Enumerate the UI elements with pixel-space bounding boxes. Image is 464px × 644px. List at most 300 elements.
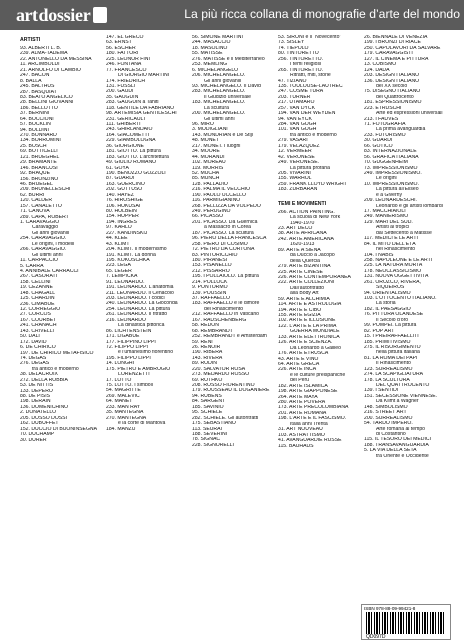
section-heading: TEMI E MOVIMENTI — [278, 200, 327, 207]
list-item: 75. DISEGNO ITALIANO — [364, 89, 421, 95]
list-item: 73. IMPRESSIONISMO — [364, 165, 418, 171]
list-item: 254. CARAVAGGIO. — [20, 236, 67, 242]
list-item: 104. I NABIS — [364, 252, 394, 258]
list-item: 80. TINTORETTO — [278, 51, 319, 57]
list-item: 198. DERAIN — [20, 399, 51, 405]
list-item: 96. PIERO DELLA FRANCESCA — [192, 236, 267, 242]
list-item: 241. CRANACH — [20, 323, 57, 329]
list-item: 128. PALLADIO — [192, 181, 228, 187]
list-item: 31. ART NOUVEAU — [278, 427, 323, 433]
list-item: 56. ESCHER — [106, 45, 136, 51]
list-item: 258. PIERO DI COSIMO — [192, 241, 248, 247]
list-item: 129. MARI DEL SUD. — [364, 219, 413, 225]
list-item: 98. ARTEMISIA GENTILESCHI — [106, 111, 177, 117]
list-item: 72. FILIPPO LIPPI — [106, 344, 148, 350]
list-item: 37. BERNINI — [20, 111, 50, 117]
list-item: 84. SARGENT — [192, 399, 226, 405]
list-item: 269. MALEVIC — [106, 393, 140, 399]
list-item: 147. EL GRECO — [106, 35, 144, 40]
list-item: 15. I PREIRAFFAELLITI — [364, 334, 419, 340]
list-item: 200. GAUDÍ — [106, 89, 134, 95]
list-item: 249. VERONESE. — [278, 160, 320, 166]
list-item: 21. ARNOLFO DI CAMBIO — [20, 67, 81, 73]
isbn-text: ISBN 978-88-09-99421-8 — [364, 606, 416, 611]
list-item: 151. SECESSIONE VIENNESE. — [364, 393, 438, 399]
list-item: La pittura all'Eliseo — [376, 187, 419, 193]
list-item: 74. DEGAS — [20, 355, 47, 361]
list-item: La scuola di New York — [290, 215, 341, 221]
list-item: 254. LEONARDO. La pittura — [106, 306, 170, 312]
list-item: 11. CARPACCIO — [20, 258, 59, 264]
list-item: 177. FILIPPINO LIPPI — [106, 339, 156, 345]
list-item: Dall'autoritratto — [290, 285, 325, 291]
list-item: 282. SCHIELE. Gli autoritratti — [192, 415, 259, 421]
list-item: La prima avanguardia — [376, 127, 426, 133]
list-item: 228. SIGNORELLI — [192, 442, 234, 448]
list-item: 148. SIMBOLISMO — [364, 404, 408, 410]
list-item: 258. NAPOLEONE E LE ARTI — [364, 257, 433, 263]
list-item: 71. FOTOGRAFIA — [364, 122, 406, 127]
list-item: 30. GUARDI — [364, 138, 393, 144]
list-item: 257. VAN DYCK — [278, 105, 315, 111]
list-item: 194. VAN DER WEYDEN — [278, 111, 336, 117]
list-item: tra Oriente e Occidente — [376, 453, 429, 459]
list-item: 267. CASORATI — [20, 274, 57, 280]
list-item: 6. DE CHIRICO — [20, 345, 56, 351]
list-item: La pittura profana — [290, 165, 330, 171]
list-item: 88. DE PISIS — [20, 394, 51, 399]
list-item: 179. CARAVAGGISTI — [364, 51, 413, 57]
list-item: 194. ARTE E CIBO — [278, 307, 322, 313]
list-item: 103. ASTRATTISMO — [278, 432, 325, 438]
list-item: 261. LEONARDO. Il ritratto — [106, 312, 168, 318]
list-item: 191. LEONARDO. L'anatomia — [106, 285, 174, 291]
list-item: 70. GUGGENHEIM — [364, 160, 408, 166]
list-item: 54. MAGRITTE — [106, 388, 141, 394]
list-item: 127. IL CINEMA E PITTURA — [364, 56, 429, 62]
list-item: 191. KLIMT. La donna — [106, 252, 156, 258]
list-item: 74. TIEPOLO — [278, 45, 309, 51]
list-item: 182. IL PAESAGGIO — [364, 306, 411, 312]
list-item: 203. LEONARDO. I codici — [106, 296, 165, 301]
list-item: 155. WARHOL — [278, 176, 312, 182]
product-code: QD097D — [366, 634, 386, 640]
list-item: 94. ORIENTALISMO — [364, 290, 411, 296]
list-item: 212. PISSARRO — [192, 268, 230, 274]
list-item: Le origini — [376, 176, 397, 182]
list-item: 117. MEDICI E LE ARTI — [364, 236, 418, 242]
list-item: 187. PICASSO. La scultura — [192, 230, 254, 236]
list-item: 64. ARTE GRECA — [278, 361, 320, 367]
list-item: nella pittura italiana — [376, 350, 420, 356]
list-item: 198. L'ARTE E IL FASCISMO. — [278, 416, 347, 422]
list-item: Artisti ai tropici — [376, 225, 410, 231]
list-item: 259. FRANK LLOYD WRIGHT — [278, 181, 347, 187]
list-item: 136. DOMENICHINO — [20, 404, 69, 410]
list-item: 47. TIZIANO — [278, 78, 307, 84]
list-item: 173. ARTE PRECOLOMBIANA — [278, 405, 349, 411]
list-item: 36. GIORGIONE — [106, 143, 144, 149]
list-item: 163. GUERCINO — [106, 181, 145, 187]
list-item: 143. RIVERA — [192, 355, 223, 361]
list-item: 1940-1970 — [290, 220, 315, 226]
list-item: del Rinascimento — [204, 306, 244, 312]
list-item: 245. BALTHUS — [20, 84, 55, 90]
list-item: 249. IMPRESSIONISMO. — [364, 170, 422, 176]
list-item: 9. PONTORMO — [192, 285, 228, 291]
list-item: 115. BAUHAUS — [278, 443, 314, 449]
list-item: 212. RAFFAELLO in Vaticano — [192, 312, 260, 318]
list-item: 135. TOULOUSE-LAUTREC — [278, 83, 343, 89]
list-item: Gli anni giovanili — [204, 78, 242, 84]
list-item: 37. RAFFAELLO — [192, 296, 230, 301]
list-item: 272. DELLA ROBBIA — [20, 377, 68, 383]
list-item: 225. ARTE CINESE — [278, 269, 323, 275]
list-item: 18. MASOLINO — [192, 45, 228, 51]
list-item: 194. INGRES — [106, 219, 137, 225]
list-item: del Perú — [290, 378, 309, 384]
list-item: 188. TRANSAVANGUARDIA — [364, 442, 429, 448]
list-item: 59. ARTE E ALCHIMIA — [278, 296, 330, 302]
list-item: 139. POUSSIN — [192, 290, 227, 296]
list-item: dal Settecento a Matisse — [376, 230, 432, 236]
list-item: 276. MATISSE e il Mediterraneo — [192, 56, 265, 62]
list-item: 38. DELACROIX — [20, 372, 58, 378]
list-item: Gli ultimi anni — [204, 116, 235, 122]
list-item: 62. BURRI — [20, 192, 45, 198]
list-item: 226. ARTE CONTEMPORANEA — [278, 274, 351, 280]
list-item: Ritratti, miti, storie — [290, 73, 331, 79]
list-item: 91. LEONARDO. — [106, 279, 145, 285]
list-item: 64. MANET — [106, 399, 133, 405]
list-item: 78. SIGNAC — [192, 437, 221, 443]
list-item: 134. BORROMINI — [20, 138, 61, 144]
list-item: 226. ARTE INCA — [278, 367, 317, 373]
list-item: 225. LEONOR FINI — [106, 56, 150, 62]
list-item: nel Rinascimento — [376, 247, 416, 253]
list-item: 183. RAFFAELLO e le dimore — [192, 301, 260, 307]
list-item: 233. MAN RAY — [106, 404, 141, 410]
list-item: 84. IL MITO DELL'ETÀ — [364, 241, 416, 247]
list-item: 268. PELLIZZA DA VOLPEDO — [192, 203, 261, 209]
column-5 — [364, 35, 448, 608]
list-item: 182. ARTE ISLAMICA — [278, 383, 328, 389]
list-item: 236. CIMABUE — [20, 301, 55, 307]
list-item: 94. BOLDINI — [20, 127, 49, 133]
list-item: 35. MANTEGNA — [106, 410, 144, 416]
list-item: 89. ARTE A SIENA — [278, 247, 321, 253]
list-item: 239. ALMA-TADEMA — [20, 51, 68, 57]
list-item: 152. DUCCIO DI BUONINSEGNA — [20, 426, 97, 432]
list-item: 167. COURBET — [20, 317, 57, 323]
list-item: 216. STREET ART — [364, 410, 407, 416]
list-item: 43. KLIMT — [106, 241, 130, 247]
list-item: Arte romana al tempo — [376, 426, 425, 432]
list-item: 270. BONNARD — [20, 133, 57, 138]
list-item: 12. VERMEER — [278, 149, 312, 155]
list-item: 118. GENTILE DA FABRIANO — [106, 105, 175, 111]
list-item: e a Giverny — [376, 192, 403, 198]
column-4 — [278, 35, 362, 608]
list-item: 256. TINTORETTO. — [278, 56, 324, 62]
list-item: 80. HOLBEIN — [106, 209, 137, 214]
list-item: 30. DÜRER — [20, 437, 47, 443]
list-item: 274. LA SCAPIGLIATURA — [364, 372, 424, 378]
list-item: 125. CHARDIN — [20, 296, 55, 302]
list-item: 266. ACTION PAINTING. — [278, 209, 335, 215]
list-item: di Costantino — [376, 431, 406, 437]
list-item: 71. CANOVA — [20, 209, 50, 215]
list-item: 143. MONDRIAN e De Stijl — [192, 132, 253, 138]
column-3 — [192, 35, 276, 608]
list-item: 266. CARAVAGGIO. — [20, 247, 67, 253]
logo-badge-icon — [93, 7, 107, 23]
list-item: Il Secolo d'oro — [376, 317, 409, 323]
list-item: 19. CÉZANNE — [20, 285, 53, 291]
list-item: 28. BELLINI GIOVANNI — [20, 100, 74, 106]
list-item: 174. FRIEDRICH — [106, 78, 146, 84]
list-item: 7. LEMPICKA — [106, 274, 138, 280]
barcode-icon — [366, 612, 446, 634]
list-item: I temi religiosi — [290, 62, 322, 68]
list-item: 103. L'OTTOCENTO ITALIANO. — [364, 296, 437, 301]
list-item: 186. BELLOTTO — [20, 105, 58, 111]
list-item: 64. BOCCIONI — [20, 116, 54, 122]
list-item: del XX secolo — [376, 83, 408, 89]
list-item: 252. REMBRANDT e Amsterdam — [192, 334, 267, 340]
list-item: 77. FRANCESCO — [106, 67, 147, 73]
list-item: 133. DEPERO — [20, 388, 53, 394]
list-item: 155. ARTE EGIZIA — [278, 313, 321, 318]
list-item: 81. LA ROMA DEI PAPI — [364, 355, 418, 361]
list-item: 44. MORANDI — [192, 154, 225, 160]
list-item: 200. SURREALISMO — [364, 415, 413, 421]
list-item: 250. CAPOLAVORI DA SALVARE — [364, 45, 441, 51]
list-item: Caravaggio — [32, 225, 59, 231]
list-item: 198. ARTE GIAPPONESE — [278, 389, 338, 395]
artdossier-logo — [16, 4, 107, 26]
list-item: 8. BALLA — [20, 78, 42, 84]
list-item: 76. PITTURA OLANDESE — [364, 312, 424, 318]
list-item: 29. BRAMANTE — [20, 160, 57, 166]
list-item: 114. ARTE E ASTROLOGIA — [278, 302, 342, 308]
list-item: 222. ARTE COLLEZIONI — [278, 280, 335, 286]
list-item: Leonardo e gli artisti lombardi — [376, 203, 443, 209]
list-item: 244. MASACCIO — [192, 40, 231, 46]
list-item: 35. GAUGUIN — [106, 94, 139, 100]
list-item: 190. PAOLO UCCELLO — [192, 192, 246, 198]
list-item: 72. PIETRO DA CORTONA — [192, 247, 255, 253]
list-item: Gli ultimi anni — [32, 252, 63, 258]
list-item: 240. LEONARDO. La Gioconda — [106, 301, 178, 307]
list-item: 264. ARTE MAYA — [278, 394, 318, 400]
list-item: 180. FATTORI — [106, 51, 139, 57]
list-item: 203. TURNER — [278, 94, 311, 100]
list-item: 140. HAYEZ — [106, 192, 134, 198]
list-item: 229. GIAMBOLOGNA — [106, 138, 156, 144]
list-item: 1620-1913 — [290, 242, 315, 248]
list-item: 22. ANTONELLO DA MESSINA — [20, 56, 92, 62]
list-item: 249. MANIERISMO — [364, 214, 409, 220]
list-item: 175. PIETRO E AMBROGIO — [106, 366, 171, 372]
list-item: Da Klimt a Wagner — [376, 399, 419, 405]
list-item: 197. DE CHIRICO METAFISICO — [20, 350, 94, 356]
list-item: 69. BOTTICELLI — [20, 149, 58, 155]
list-item: 283. GAUGUIN a Tahiti — [106, 100, 159, 106]
list-item: 83. BEATO ANGELICO — [20, 94, 73, 100]
list-item: 119. MORRIS — [192, 165, 224, 171]
logo-art-text: art — [16, 4, 38, 25]
list-item: 133. ARTE ELETTRONICA — [278, 334, 340, 340]
list-item: tra antico e moderno — [32, 366, 79, 372]
list-item: 167. RAUSCHENBERG — [192, 317, 247, 323]
list-item: 211. LEONARDO. Il Cenacolo — [106, 290, 174, 296]
header-bar — [0, 0, 464, 30]
list-item: 275. IL RISORGIMENTO — [364, 344, 421, 350]
list-item: Arte ed espressioni universali — [376, 111, 443, 117]
list-item: 172. DAVID — [20, 339, 47, 345]
list-item: tra antico e moderno — [290, 132, 337, 138]
list-item: 184. MANZÙ — [106, 426, 136, 432]
list-item: 58. REDON — [192, 323, 219, 329]
list-item: 93. MICHELANGELO. Il David — [192, 83, 261, 89]
list-item: 2. DONATELLO — [20, 410, 57, 416]
list-item: 46. BRUEGEL — [20, 181, 53, 187]
list-item: 157. CANALETTO — [20, 203, 62, 209]
list-item: 213. I FAUVES — [364, 116, 399, 122]
list-item: 92. BRAQUE — [20, 171, 51, 177]
list-item: e la corte di Mantova — [118, 421, 166, 427]
list-item: 280. ARTE POVERA — [278, 400, 326, 405]
list-item: 87. GUARDI — [106, 176, 135, 182]
list-item: 289. CAPA, ROBERT — [20, 214, 69, 220]
section-heading: ARTISTI — [20, 37, 41, 43]
list-item: 206. MICHELANGELO. — [192, 73, 246, 79]
list-item: 120. CALDER — [20, 198, 52, 204]
list-item: 41. AVANGUARDIE RUSSE — [278, 438, 342, 444]
list-item: 12. CORREGGIO — [20, 307, 61, 312]
list-item: 11. ARCIMBOLDI — [20, 62, 60, 68]
list-item: 131. FÜSSLI — [106, 83, 136, 89]
list-item: 17. LOTTO — [106, 377, 132, 383]
list-item: 70. DUCHAMP — [20, 432, 55, 438]
list-item: 287. BASQUIAT — [20, 89, 57, 95]
list-item: 101. VAN GOGH — [278, 127, 317, 133]
list-item: 94. RUBENS — [192, 393, 222, 399]
list-item: 216. PALMA IL VECCHIO — [192, 187, 251, 193]
list-item: 243. GHIRLANDAIO — [106, 127, 153, 133]
list-item: 217. MONET. I luoghi — [192, 143, 241, 149]
list-item: 95. SCHIELE — [192, 410, 223, 416]
title-columns — [20, 35, 462, 608]
list-item: 57. BÖCKLIN — [20, 122, 51, 128]
list-item: 183. GIOTTO. L'architettura — [106, 154, 169, 160]
list-item: 279. ARTE BIZANTINA — [278, 264, 331, 270]
list-item: 14. LONGHI — [106, 361, 135, 367]
list-item: 121. BRUEGHEL — [20, 154, 60, 160]
list-item: 205. VIVARINI — [278, 170, 311, 176]
logo-dossier-text: dossier — [38, 4, 91, 25]
list-item: 53. DE NITTIS — [20, 383, 54, 389]
list-item: 113. SEURAT — [192, 426, 224, 432]
list-item: e l'umanesimo fiorentino — [118, 350, 174, 356]
list-item: 190. RIBERA — [192, 350, 223, 356]
list-item: LORENZETTI — [118, 372, 150, 378]
list-item: 181. GIOTTO. La pittura — [106, 149, 161, 155]
list-item: 164. GIACOMETTI — [106, 132, 150, 138]
list-item: 205. DOSSO DOSSI — [20, 415, 67, 421]
list-item: 225. LA NATURA MORTA — [364, 263, 423, 269]
column-2 — [106, 35, 190, 608]
list-item: 83. PINTORICCHIO — [192, 252, 238, 258]
list-item: 136. DESIGN ITALIANO — [364, 78, 420, 84]
list-item: 122. L'ARTE E LA PRIMA — [278, 323, 337, 329]
list-item: 63. ERNST — [106, 40, 132, 46]
list-item: La storia — [376, 301, 396, 307]
list-item: 175. SEBASTIANO — [192, 421, 236, 427]
list-item: 4. ANNIBALE CARRACCI — [20, 268, 79, 274]
list-item: 42. VERONESE — [278, 154, 315, 160]
list-item: 247. BACON — [20, 73, 50, 79]
list-item: da Duccio a Jacopo — [290, 253, 335, 259]
list-item: 17. MACCHIAIOLI — [364, 209, 406, 214]
list-item: 97. KAHLO — [106, 225, 132, 231]
list-item: 86. LICHTENSTEIN — [106, 328, 152, 334]
list-item: 279. VASARI — [278, 138, 308, 144]
list-item: 143. CRIVELLI — [20, 328, 54, 334]
list-item: 106. HOKUSAI — [106, 203, 141, 209]
list-item: 204. KLIMT. Il modernismo — [106, 247, 167, 253]
list-item: a Massacro in Corea — [204, 225, 251, 231]
list-item: 6. MICHELANGELO — [192, 67, 239, 73]
list-item: 34. MOORE — [192, 149, 220, 155]
list-item: La dinastica pittorica — [118, 323, 165, 329]
list-item: 66. GOTICO — [364, 143, 393, 149]
list-item: 85. MUNCH — [192, 176, 220, 182]
list-item: 270. MANTEGNA — [106, 415, 147, 421]
list-item: 56. GRAFICA ITALIANA — [364, 154, 419, 160]
list-item: 242. ARTE AMERICANA — [278, 236, 334, 242]
list-item: 249. PERUGINO — [192, 209, 231, 214]
list-item: 13. CUBISMO — [364, 62, 397, 68]
list-item: 201. ARTE ROMANA — [278, 410, 327, 416]
list-item: 208. ROSSO FIORENTINO — [192, 383, 255, 388]
list-item: 154. HOPPER — [106, 214, 139, 220]
list-item: Italia anni Trenta — [290, 421, 328, 427]
list-item: 82. POP ART — [364, 328, 395, 334]
list-item: 99. POMPEI. La pittura — [364, 323, 417, 329]
list-item: 52. MUCHA — [192, 170, 220, 176]
list-item: 146. BRANCUSI — [20, 165, 58, 171]
list-item: 148. CHAGALL — [20, 290, 56, 296]
list-item: Le origini, i modelli — [32, 241, 75, 247]
list-item: 200. MICHELANGELO. — [192, 111, 246, 117]
list-item: 43. ARTE E VINO — [278, 356, 319, 362]
list-item: 5. LA VIA DELLA SETA — [364, 448, 417, 454]
list-item: 179. VELÁZQUEZ — [278, 143, 320, 149]
list-item: 214. POLLOCK — [192, 279, 228, 285]
list-item: 5. CARRÀ — [20, 263, 44, 269]
list-item: 124. DADA — [364, 67, 390, 73]
list-item: 102. MOREAU — [192, 160, 226, 166]
list-item: 283. MICHELANGELO. — [192, 89, 246, 95]
list-item: 38. ARTE AFRICANA — [278, 231, 327, 237]
list-item: del Quattrocento — [376, 94, 414, 100]
list-item: 26. RENOIR — [192, 344, 221, 350]
list-item: 153. PISANELLO — [192, 263, 232, 269]
list-item: 246. FONTANA — [106, 62, 142, 68]
list-item: 178. NEOCLASSICISMO — [364, 268, 422, 274]
